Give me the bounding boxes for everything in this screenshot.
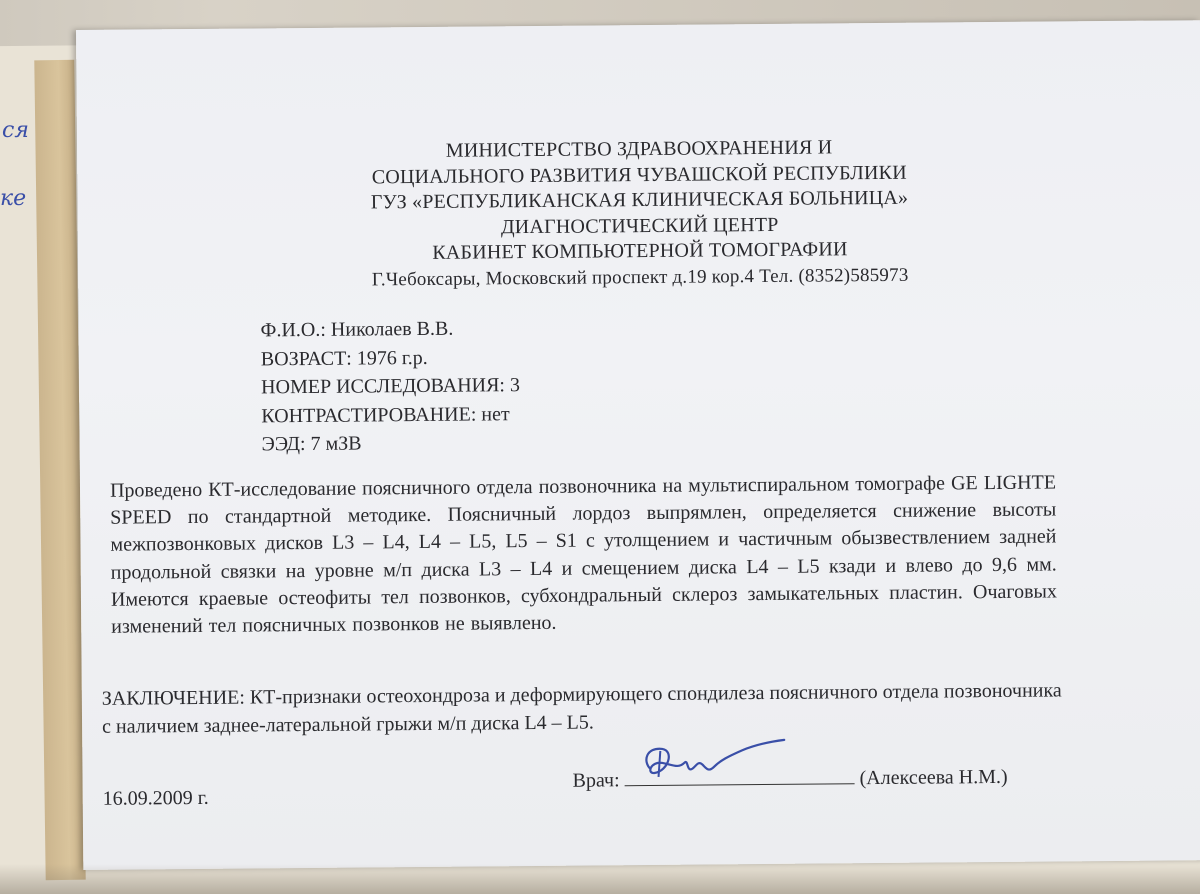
doctor-label: Врач: bbox=[572, 769, 620, 792]
medical-report-page bbox=[76, 20, 1200, 870]
patient-name: Ф.И.О.: Николаев В.В. bbox=[260, 317, 454, 342]
bottom-shadow bbox=[0, 864, 1200, 894]
patient-info bbox=[261, 314, 521, 459]
header-line-ministry: МИНИСТЕРСТВО ЗДРАВООХРАНЕНИЯ И bbox=[445, 136, 833, 162]
header-line-hospital: ГУЗ «РЕСПУБЛИКАНСКАЯ КЛИНИЧЕСКАЯ БОЛЬНИЦА» bbox=[370, 186, 909, 214]
patient-age: ВОЗРАСТ: 1976 г.р. bbox=[260, 346, 428, 370]
findings-text: Проведено КТ-исследование поясничного отдела позвоночника на мультиспиральном томографе GE LIGHTE SPEED по стандартной методике. Поясничный лордоз выпрямлен, определяется снижение высоты межпозвонковых дисков L3 – L4, L4 – L5, L5 – S1 с утолщением и частичным обызвествлением задней продольной связки на уровне м/п диска L3 – L4 и смещением диска L4 – L5 кзади и влево до 9,6 мм. Имеются краевые остеофиты тел позвонков, субхондральный склероз замыкательных пластин. Очаговых изменений тел поясничных позвонков не выявлено. bbox=[109, 471, 1058, 638]
report-header bbox=[77, 132, 1200, 295]
doctor-name: (Алексеева Н.М.) bbox=[859, 765, 1008, 790]
header-line-ministry-2: СОЦИАЛЬНОГО РАЗВИТИЯ ЧУВАШСКОЙ РЕСПУБЛИКИ bbox=[371, 161, 907, 188]
contrast-info: КОНТРАСТИРОВАНИЕ: нет bbox=[261, 402, 510, 427]
doctor-signature-block bbox=[572, 762, 1007, 793]
margin-note: ся bbox=[2, 118, 29, 143]
report-date: 16.09.2009 г. bbox=[102, 786, 209, 810]
handwritten-signature bbox=[632, 738, 792, 789]
dose-info: ЭЭД: 7 мЗВ bbox=[261, 432, 362, 456]
header-line-department: КАБИНЕТ КОМПЬЮТЕРНОЙ ТОМОГРАФИИ bbox=[432, 238, 848, 264]
signature-line bbox=[624, 763, 854, 786]
header-line-center: ДИАГНОСТИЧЕСКИЙ ЦЕНТР bbox=[500, 213, 779, 238]
margin-note: ке bbox=[0, 186, 27, 211]
header-address: Г.Чебоксары, Московский проспект д.19 кор.4 Тел. (8352)585973 bbox=[371, 264, 909, 290]
study-number: НОМЕР ИССЛЕДОВАНИЯ: 3 bbox=[261, 374, 521, 399]
conclusion-text: ЗАКЛЮЧЕНИЕ: КТ-признаки остеохондроза и деформирующего спондилеза поясничного отдела позвоночника с наличием заднее-латеральной грыжи м/п диска L4 – L5. bbox=[101, 679, 1062, 738]
